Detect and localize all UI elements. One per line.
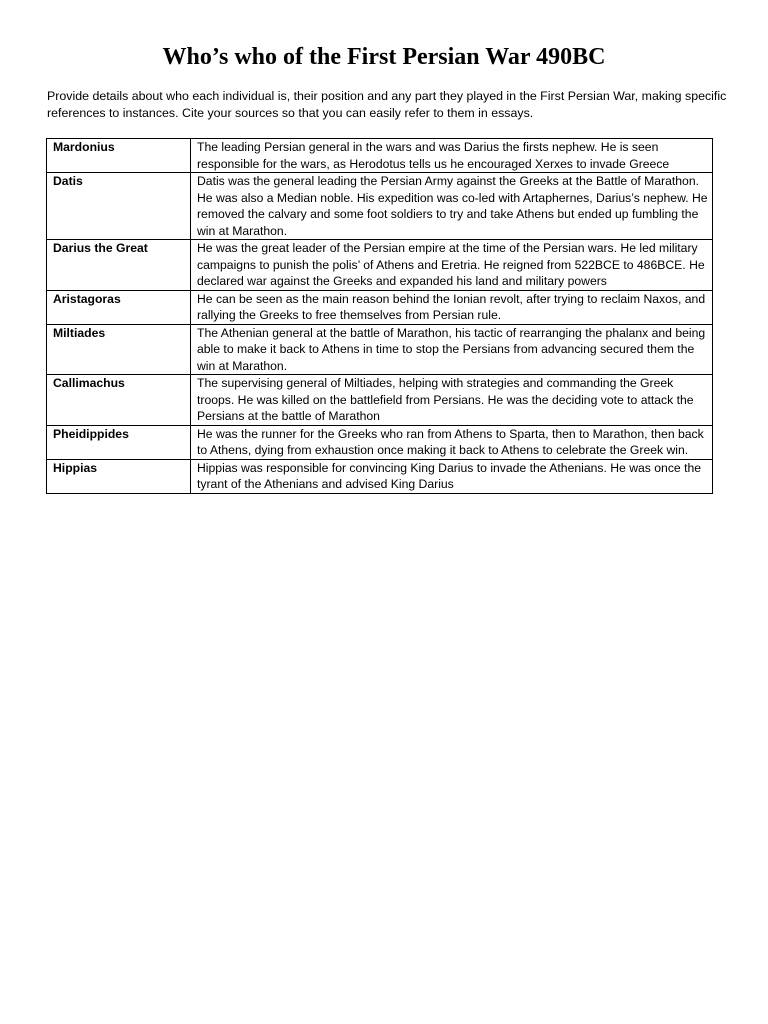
person-description: The leading Persian general in the wars and was Darius the firsts nephew. He is seen responsible for the wars, as Herodotus tells us he encouraged Xerxes to invade Greece	[191, 139, 713, 173]
person-description: He was the runner for the Greeks who ran from Athens to Sparta, then to Marathon, then back to Athens, dying from exhaustion once making it back to Athens to celebrate the Greek win.	[191, 425, 713, 459]
person-name: Aristagoras	[47, 290, 191, 324]
table-row	[47, 173, 713, 240]
person-description: The supervising general of Miltiades, helping with strategies and commanding the Greek troops. He was killed on the battlefield from Persians. He was the deciding vote to attack the Persians at the battle of Marathon	[191, 375, 713, 426]
person-description: The Athenian general at the battle of Marathon, his tactic of rearranging the phalanx and being able to make it back to Athens in time to stop the Persians from advancing secured them the win at Marathon.	[191, 324, 713, 375]
person-description: Hippias was responsible for convincing King Darius to invade the Athenians. He was once the tyrant of the Athenians and advised King Darius	[191, 459, 713, 493]
person-name: Darius the Great	[47, 240, 191, 291]
person-description: He can be seen as the main reason behind the Ionian revolt, after trying to reclaim Naxos, and rallying the Greeks to free themselves from Persian rule.	[191, 290, 713, 324]
table-row	[47, 375, 713, 426]
table-row	[47, 240, 713, 291]
person-name: Datis	[47, 173, 191, 240]
table-row	[47, 139, 713, 173]
table-row	[47, 459, 713, 493]
person-description: Datis was the general leading the Persian Army against the Greeks at the Battle of Marathon. He was also a Median noble. His expedition was co-led with Artaphernes, Darius’s nephew. He removed the calvary and some foot soldiers to try and take Athens but ended up fumbling the win at Marathon.	[191, 173, 713, 240]
table-row	[47, 324, 713, 375]
person-name: Hippias	[47, 459, 191, 493]
whos-who-table	[46, 138, 713, 494]
person-name: Miltiades	[47, 324, 191, 375]
document-title: Who’s who of the First Persian War 490BC	[162, 44, 606, 70]
instructions-paragraph: Provide details about who each individual is, their position and any part they played in the First Persian War, making specific references to instances. Cite your sources so that you can easily refer to them in essays.	[47, 89, 727, 120]
table-row	[47, 290, 713, 324]
person-name: Mardonius	[47, 139, 191, 173]
person-name: Pheidippides	[47, 425, 191, 459]
table-row	[47, 425, 713, 459]
person-description: He was the great leader of the Persian empire at the time of the Persian wars. He led military campaigns to punish the polis’ of Athens and Eretria. He reigned from 522BCE to 486BCE. He declared war against the Greeks and expanded his land and military powers	[191, 240, 713, 291]
person-name: Callimachus	[47, 375, 191, 426]
